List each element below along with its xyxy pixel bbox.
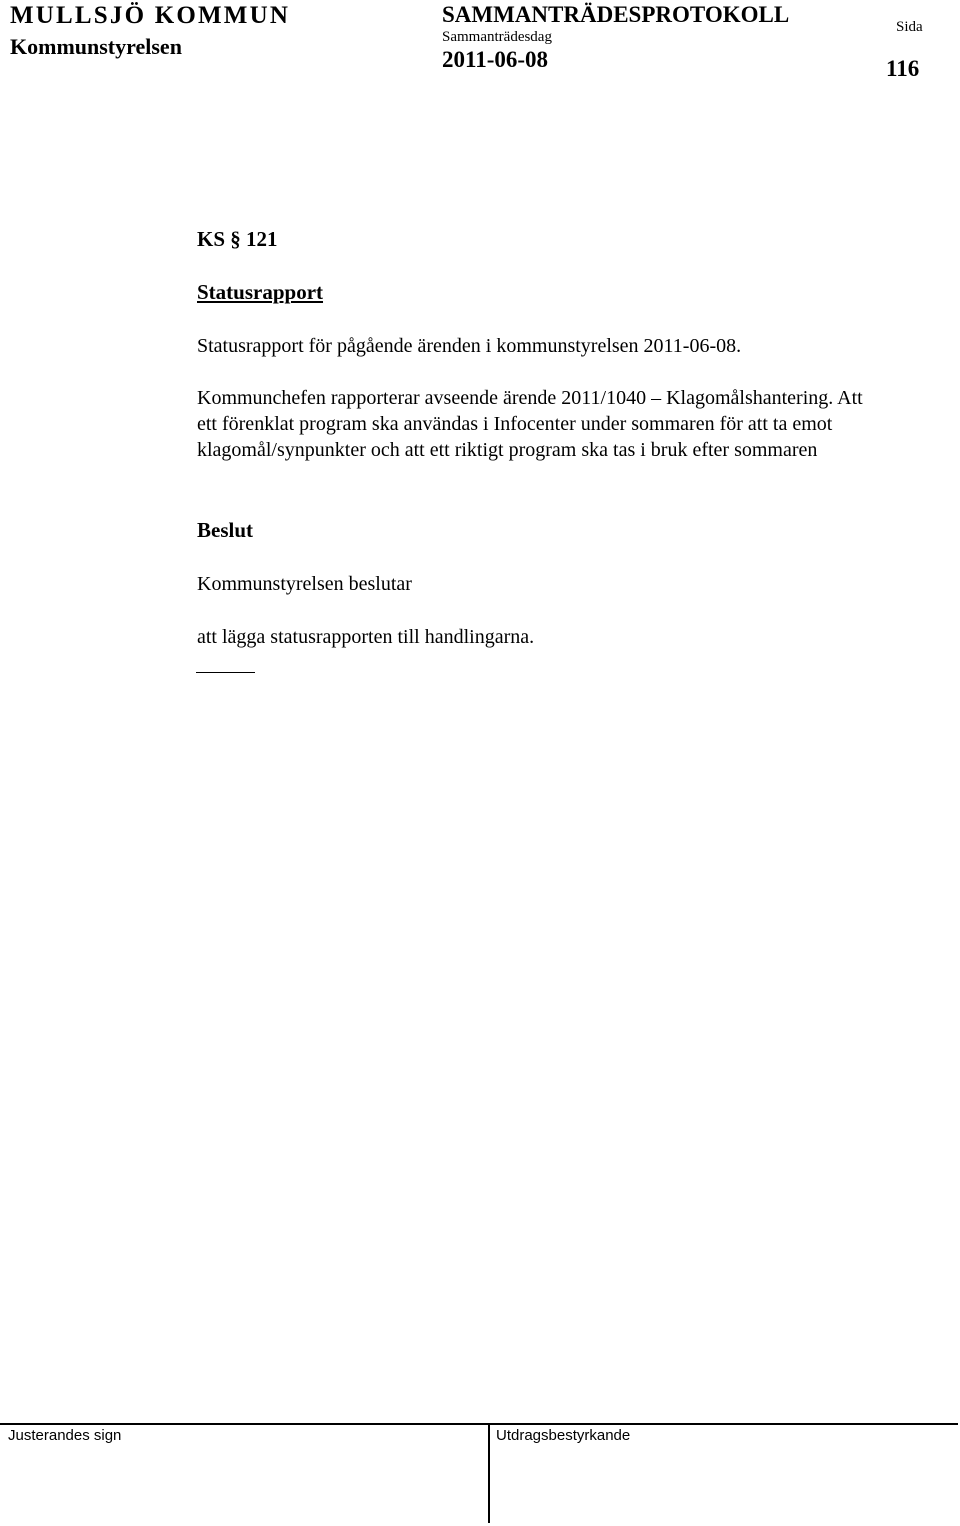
paragraph-symbol: § <box>230 227 241 251</box>
page-number: 116 <box>886 56 920 81</box>
department-name: Kommunstyrelsen <box>10 34 182 59</box>
decision-text: att lägga statusrapporten till handlingarna. <box>197 626 535 648</box>
section-title: Statusrapport <box>197 280 324 304</box>
section-prefix: KS <box>197 227 226 251</box>
footer-certify-label: Utdragsbestyrkande <box>496 1427 631 1444</box>
meeting-date: 2011-06-08 <box>442 47 549 72</box>
page-label: Sida <box>896 19 923 35</box>
section-id <box>197 227 278 252</box>
municipality-name: MULLSJÖ KOMMUN <box>10 2 291 29</box>
section-number: 121 <box>246 227 278 251</box>
section-end-rule <box>196 672 255 673</box>
footer-sign-label: Justerandes sign <box>8 1427 122 1444</box>
footer-divider <box>0 1423 958 1425</box>
decision-heading: Beslut <box>197 518 254 542</box>
decision-lead: Kommunstyrelsen beslutar <box>197 573 412 595</box>
intro-text: Statusrapport för pågående ärenden i kommunstyrelsen 2011-06-08. <box>197 335 742 357</box>
meeting-date-label: Sammanträdesdag <box>442 29 552 45</box>
footer-column-divider <box>488 1423 490 1523</box>
report-paragraph: Kommunchefen rapporterar avseende ärende 2011/1040 – Klagomålshantering. Att ett förenklat program ska användas i Infocenter under sommaren för att ta emot klagomål/synpunkter och att ett riktigt program ska tas i bruk efter sommaren <box>197 387 863 461</box>
document-type: SAMMANTRÄDESPROTOKOLL <box>442 2 790 27</box>
